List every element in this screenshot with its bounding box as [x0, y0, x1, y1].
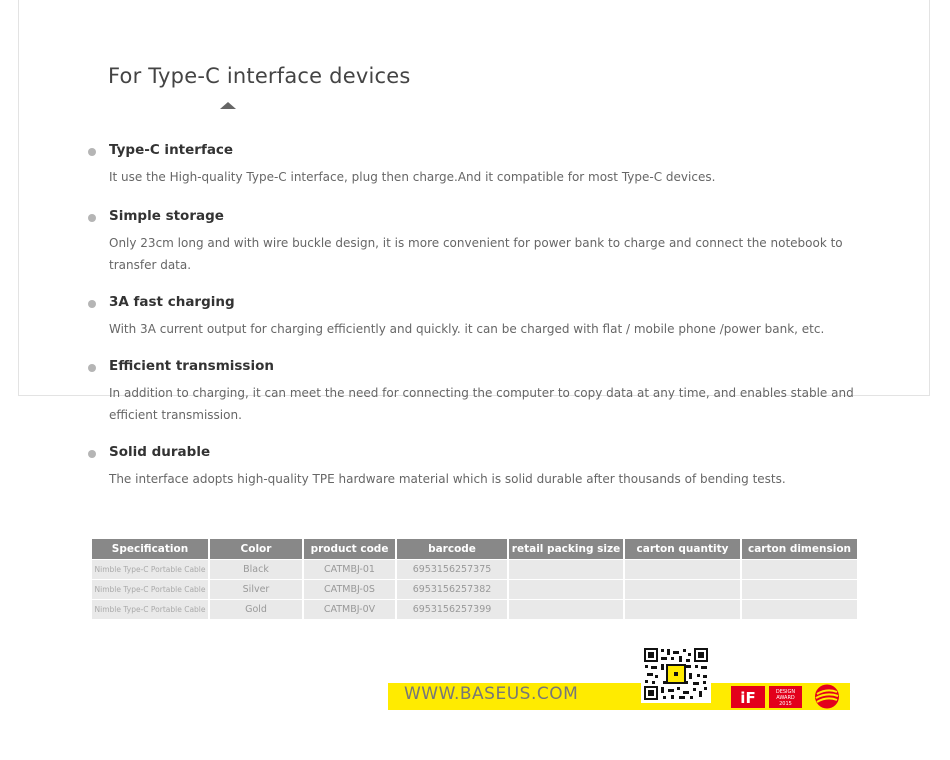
feature-description: In addition to charging, it can meet the need for connecting the computer to copy data at any time, and enables stable and efficient transmission.	[109, 386, 854, 422]
cell-dimension	[741, 560, 858, 580]
bullet-dot-icon	[88, 148, 96, 156]
cell-spec: Nimble Type-C Portable Cable	[92, 560, 209, 580]
bullet-dot-icon	[88, 364, 96, 372]
cell-color: Silver	[209, 580, 303, 600]
red-dot-icon	[812, 683, 842, 710]
column-header: barcode	[396, 539, 508, 560]
cell-packing	[508, 600, 624, 620]
cell-dimension	[741, 580, 858, 600]
caret-up-icon	[220, 102, 236, 109]
if-logo-text: iF	[740, 689, 756, 707]
design-award-icon	[769, 686, 802, 708]
column-header: Specification	[92, 539, 209, 560]
cell-quantity	[624, 560, 741, 580]
cell-packing	[508, 580, 624, 600]
table-row	[92, 560, 858, 580]
cell-quantity	[624, 600, 741, 620]
cell-spec: Nimble Type-C Portable Cable	[92, 600, 209, 620]
feature-description: Only 23cm long and with wire buckle design, it is more convenient for power bank to charge and connect the notebook to transfer data.	[109, 236, 843, 272]
column-header: product code	[303, 539, 396, 560]
cell-code: CATMBJ-01	[303, 560, 396, 580]
cell-barcode: 6953156257382	[396, 580, 508, 600]
table-header-row	[92, 539, 858, 560]
cell-packing	[508, 560, 624, 580]
cell-dimension	[741, 600, 858, 620]
cell-barcode: 6953156257399	[396, 600, 508, 620]
feature-title: Solid durable	[109, 444, 211, 460]
feature-title: Type-C interface	[109, 142, 234, 158]
column-header: Color	[209, 539, 303, 560]
bullet-dot-icon	[88, 300, 96, 308]
column-header: retail packing size	[508, 539, 624, 560]
feature-title: Simple storage	[109, 208, 224, 224]
award-line-1: DESIGN	[775, 689, 796, 695]
table-row	[92, 600, 858, 620]
specification-table	[92, 539, 859, 619]
cell-spec: Nimble Type-C Portable Cable	[92, 580, 209, 600]
cell-quantity	[624, 580, 741, 600]
feature-title: Efficient transmission	[109, 358, 274, 374]
cell-code: CATMBJ-0V	[303, 600, 396, 620]
qr-code-icon	[641, 645, 711, 703]
award-line-3: 2015	[779, 701, 792, 707]
cell-code: CATMBJ-0S	[303, 580, 396, 600]
bullet-dot-icon	[88, 450, 96, 458]
bullet-dot-icon	[88, 214, 96, 222]
feature-description: It use the High-quality Type-C interface, plug then charge.And it compatible for most Type-C devices.	[109, 170, 716, 184]
website-link[interactable]: WWW.BASEUS.COM	[404, 684, 579, 704]
if-award-icon	[731, 686, 765, 708]
cell-color: Black	[209, 560, 303, 580]
cell-color: Gold	[209, 600, 303, 620]
column-header: carton dimension	[741, 539, 858, 560]
award-line-2: AWARD	[776, 695, 795, 701]
table-row	[92, 580, 858, 600]
page-title: For Type-C interface devices	[108, 64, 411, 88]
feature-title: 3A fast charging	[109, 294, 235, 310]
cell-barcode: 6953156257375	[396, 560, 508, 580]
feature-description: The interface adopts high-quality TPE hardware material which is solid durable after thousands of bending tests.	[109, 472, 786, 486]
column-header: carton quantity	[624, 539, 741, 560]
feature-description: With 3A current output for charging efficiently and quickly. it can be charged with flat / mobile phone /power bank, etc.	[109, 322, 825, 336]
